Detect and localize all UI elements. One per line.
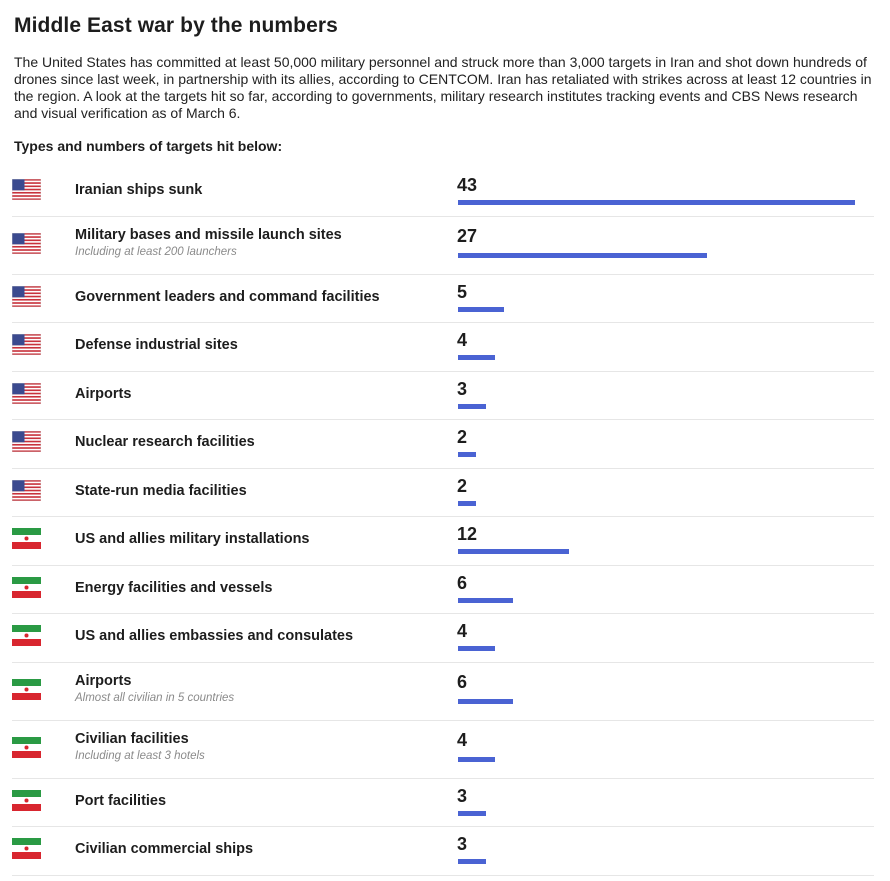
value-label: 5 xyxy=(457,281,468,302)
value-bar xyxy=(458,200,855,205)
value-label: 43 xyxy=(457,175,478,195)
target-label: Government leaders and command facilities xyxy=(75,288,380,305)
value-bar xyxy=(458,355,495,360)
value-label: 27 xyxy=(457,225,478,246)
value-label: 2 xyxy=(457,427,468,447)
value-label: 6 xyxy=(457,671,468,692)
us-flag-icon xyxy=(12,179,41,200)
target-list xyxy=(12,168,874,876)
target-label: Civilian commercial ships xyxy=(75,841,254,857)
iran-flag-icon xyxy=(12,679,41,700)
table-row xyxy=(12,372,874,421)
iran-flag-icon xyxy=(12,790,41,811)
table-row xyxy=(12,566,874,615)
iran-flag-icon xyxy=(12,577,41,598)
target-note: Including at least 3 hotels xyxy=(75,749,205,762)
iran-flag-icon xyxy=(12,838,41,859)
target-label: Nuclear research facilities xyxy=(75,434,255,450)
value-bar xyxy=(458,253,707,258)
iran-flag-icon xyxy=(12,625,41,646)
value-label: 6 xyxy=(457,572,468,593)
target-label: Iranian ships sunk xyxy=(75,182,203,198)
table-row xyxy=(12,827,874,876)
section-subhead: Types and numbers of targets hit below: xyxy=(14,138,283,154)
value-label: 2 xyxy=(457,475,468,496)
value-bar xyxy=(458,598,513,603)
table-row xyxy=(12,217,874,275)
page-title: Middle East war by the numbers xyxy=(14,14,338,37)
table-row xyxy=(12,168,874,217)
table-row xyxy=(12,469,874,518)
value-bar xyxy=(458,501,476,506)
value-bar xyxy=(458,699,513,704)
target-label: Airports xyxy=(75,672,132,689)
value-bar xyxy=(458,646,495,651)
target-label: US and allies military installations xyxy=(75,531,310,547)
iran-flag-icon xyxy=(12,737,41,758)
target-label: Military bases and missile launch sites xyxy=(75,226,342,243)
target-label: US and allies embassies and consulates xyxy=(75,628,354,644)
us-flag-icon xyxy=(12,334,41,355)
table-row xyxy=(12,517,874,566)
target-label: Energy facilities and vessels xyxy=(75,579,273,596)
table-row xyxy=(12,275,874,324)
us-flag-icon xyxy=(12,480,41,501)
target-label: Airports xyxy=(75,385,132,402)
value-label: 12 xyxy=(457,524,478,544)
us-flag-icon xyxy=(12,286,41,307)
value-bar xyxy=(458,307,504,312)
target-label: State-run media facilities xyxy=(75,482,247,499)
iran-flag-icon xyxy=(12,528,41,549)
intro-paragraph: The United States has committed at least 50,000 military personnel and struck more than 3,000 targets in Iran and shot down hundreds of drones since last week, in partnership with its allies, according to CENTCOM. Iran has retaliated with strikes across at least 12 countries in the region. A look at the targets hit so far, according to governments, military research institutes tracking events and CBS News research and visual verification as of March 6. xyxy=(14,54,872,121)
table-row xyxy=(12,721,874,779)
table-row xyxy=(12,779,874,828)
target-label: Port facilities xyxy=(75,792,167,809)
table-row xyxy=(12,420,874,469)
table-row xyxy=(12,323,874,372)
target-note: Almost all civilian in 5 countries xyxy=(75,691,235,704)
value-label: 3 xyxy=(457,834,468,854)
value-label: 3 xyxy=(457,785,468,806)
value-bar xyxy=(458,404,486,409)
value-label: 3 xyxy=(457,378,468,399)
value-bar xyxy=(458,757,495,762)
target-note: Including at least 200 launchers xyxy=(75,245,237,258)
value-label: 4 xyxy=(457,621,468,641)
value-bar xyxy=(458,452,476,457)
value-bar xyxy=(458,549,569,554)
value-label: 4 xyxy=(457,330,468,350)
value-bar xyxy=(458,811,486,816)
target-label: Civilian facilities xyxy=(75,730,189,747)
value-label: 4 xyxy=(457,729,468,750)
target-label: Defense industrial sites xyxy=(75,337,238,353)
us-flag-icon xyxy=(12,383,41,404)
us-flag-icon xyxy=(12,431,41,452)
us-flag-icon xyxy=(12,233,41,254)
value-bar xyxy=(458,859,486,864)
table-row xyxy=(12,614,874,663)
table-row xyxy=(12,663,874,721)
